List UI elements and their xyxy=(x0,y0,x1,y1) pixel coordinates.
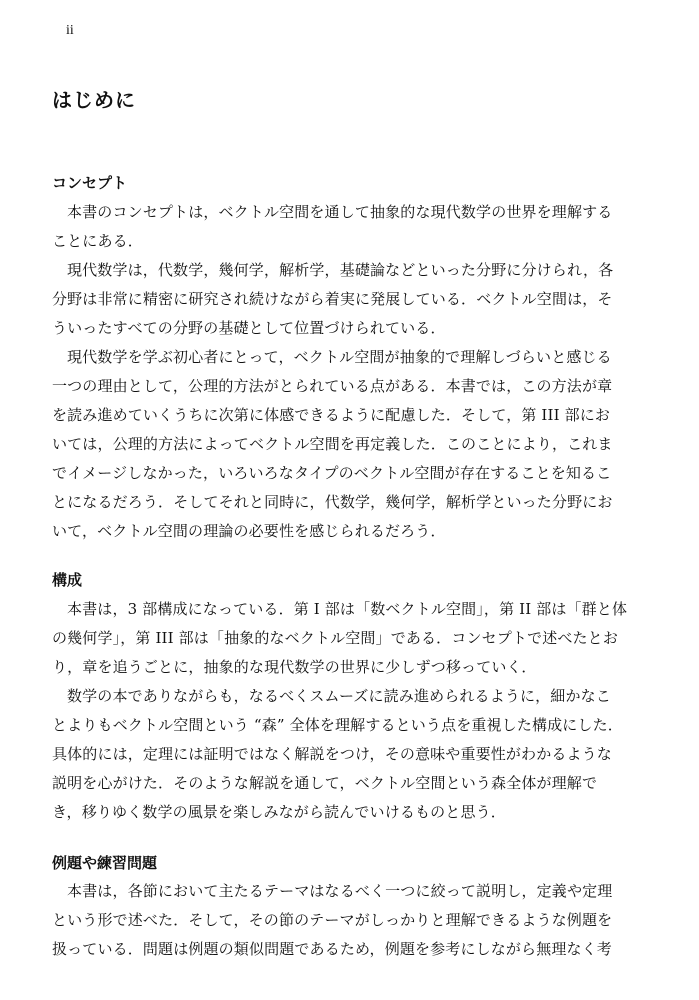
text-line: 数学の本でありながらも，なるべくスムーズに読み進められるように，細かなこ xyxy=(67,687,611,705)
text-line: 扱っている．問題は例題の類似問題であるため，例題を参考にしながら無理なく考 xyxy=(52,940,612,958)
text-line: とになるだろう．そしてそれと同時に，代数学，幾何学，解析学といった分野にお xyxy=(52,493,613,511)
text-line: 説明を心がけた．そのような解説を通して，ベクトル空間という森全体が理解で xyxy=(52,774,598,792)
text-line: ういったすべての分野の基礎として位置づけられている． xyxy=(52,319,446,337)
section-body-examples xyxy=(52,877,646,964)
text-line: を読み進めていくうちに次第に体感できるように配慮した．そして，第 III 部にお xyxy=(52,406,611,424)
section-title-examples: 例題や練習問題 xyxy=(52,854,158,872)
section-title-structure: 構成 xyxy=(52,571,83,589)
section-body-concept xyxy=(52,198,646,546)
text-line: とよりもベクトル空間という “森” 全体を理解するという点を重視した構成にした． xyxy=(52,716,623,734)
text-line: 一つの理由として，公理的方法がとられている点がある．本書では，この方法が章 xyxy=(52,377,613,395)
text-line: 分野は非常に精密に研究され続けながら着実に発展している．ベクトル空間は，そ xyxy=(52,290,613,308)
text-line: という形で述べた．そして，その節のテーマがしっかりと理解できるような例題を xyxy=(52,911,613,929)
text-line: いて，ベクトル空間の理論の必要性を感じられるだろう． xyxy=(52,522,446,540)
text-line: 具体的には，定理には証明ではなく解説をつけ，その意味や重要性がわかるような xyxy=(52,745,612,763)
text-line: でイメージしなかった，いろいろなタイプのベクトル空間が存在することを知るこ xyxy=(52,464,612,482)
text-line: 本書は，各節において主たるテーマはなるべく一つに絞って説明し，定義や定理 xyxy=(67,882,613,900)
text-line: 本書のコンセプトは，ベクトル空間を通して抽象的な現代数学の世界を理解する xyxy=(67,203,613,221)
text-line: 現代数学を学ぶ初心者にとって，ベクトル空間が抽象的で理解しづらいと感じる xyxy=(67,348,612,366)
section-body-structure xyxy=(52,595,646,827)
text-line: 本書は，3 部構成になっている．第 I 部は「数ベクトル空間」，第 II 部は「群と体 xyxy=(67,600,628,618)
section-title-concept: コンセプト xyxy=(52,174,128,192)
page-number: ii xyxy=(66,23,74,38)
text-line: ことにある． xyxy=(52,232,143,250)
text-line: の幾何学」，第 III 部は「抽象的なベクトル空間」である．コンセプトで述べたとお xyxy=(52,629,618,647)
text-line: いては，公理的方法によってベクトル空間を再定義した．このことにより，これま xyxy=(52,435,613,453)
text-line: き，移りゆく数学の風景を楽しみながら読んでいけるものと思う． xyxy=(52,803,506,821)
text-line: 現代数学は，代数学，幾何学，解析学，基礎論などといった分野に分けられ，各 xyxy=(67,261,614,279)
chapter-title: はじめに xyxy=(52,88,136,112)
text-line: り，章を追うごとに，抽象的な現代数学の世界に少しずつ移っていく． xyxy=(52,658,537,676)
